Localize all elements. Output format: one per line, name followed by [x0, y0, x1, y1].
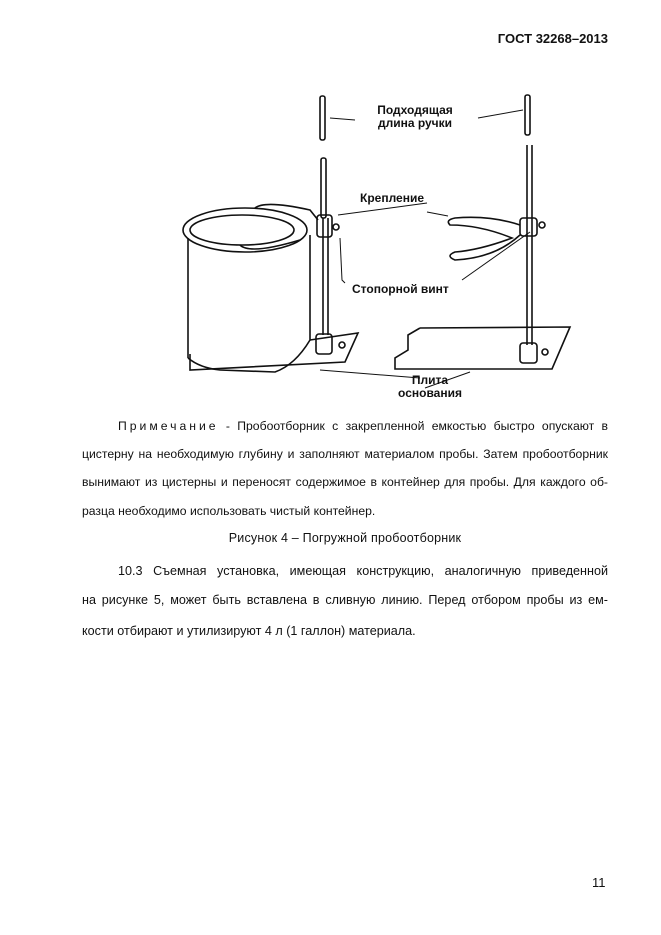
label-base-plate-line2: основания [398, 386, 462, 400]
figure-caption: Рисунок 4 – Погружной пробоотборник [228, 531, 462, 545]
label-base-plate [395, 374, 465, 400]
page-number: 11 [592, 875, 606, 890]
figure-immersion-sampler [180, 90, 580, 400]
note-line-4: разца необходимо использовать чистый контейнер. [82, 504, 376, 518]
note-label: Примечание [118, 419, 219, 433]
note-line-2: цистерну на необходимую глубину и заполняют материалом пробы. Затем пробоотборник [82, 447, 608, 461]
label-handle-length-line2: длина ручки [377, 116, 453, 130]
sampler-illustration [180, 90, 580, 400]
note-line-1-text: - Пробоотборник с закрепленной емкостью быстро опускают в [218, 419, 608, 433]
note-line-1 [118, 418, 608, 434]
paragraph-line-2: на рисунке 5, может быть вставлена в сливную линию. Перед отбором пробы из ем- [82, 593, 608, 607]
label-set-screw: Стопорной винт [352, 282, 449, 296]
document-id-header: ГОСТ 32268–2013 [497, 31, 608, 46]
paragraph-line-3: кости отбирают и утилизируют 4 л (1 галлон) материала. [82, 624, 416, 638]
label-mount: Крепление [360, 191, 425, 205]
note-line-3: вынимают из цистерны и переносят содержимое в контейнер для пробы. Для каждого об- [82, 475, 608, 489]
label-handle-length [360, 104, 470, 130]
label-base-plate-line1: Плита [411, 373, 449, 387]
label-handle-length-line1: Подходящая [377, 103, 453, 117]
paragraph-line-1: 10.3 Съемная установка, имеющая конструкцию, аналогичную приведенной [118, 564, 608, 578]
